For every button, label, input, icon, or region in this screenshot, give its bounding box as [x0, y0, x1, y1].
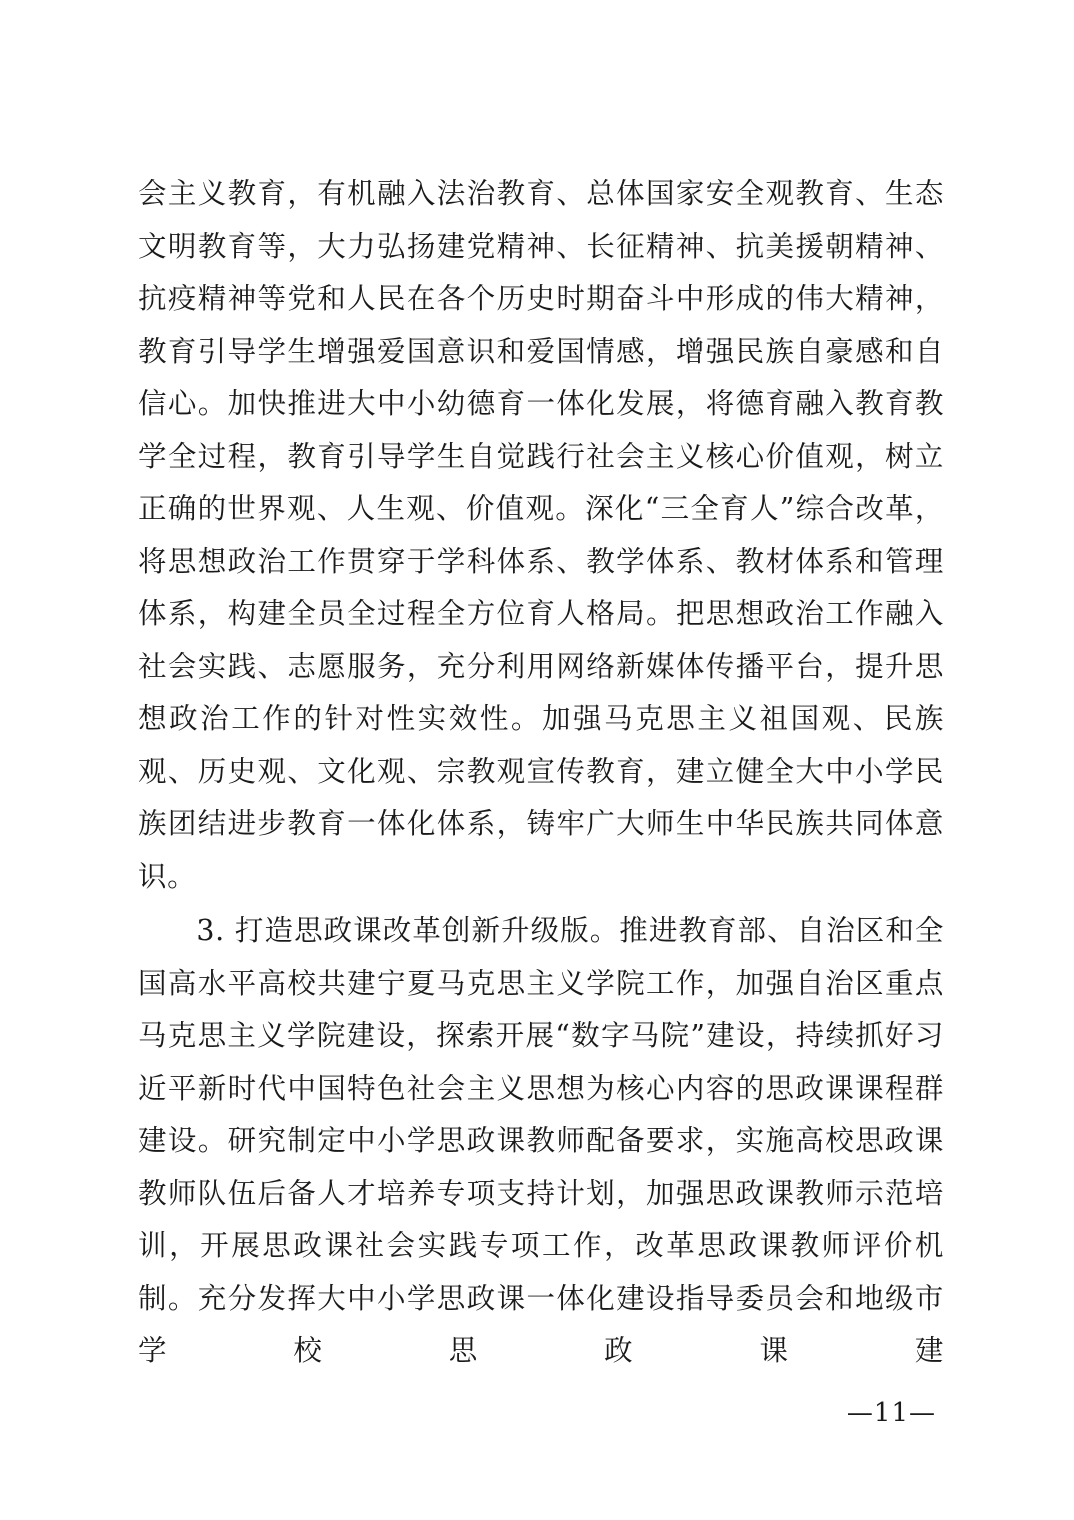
paragraph-item-3: 3. 打造思政课改革创新升级版。推进教育部、自治区和全国高水平高校共建宁夏马克思主义学院工作，加强自治区重点马克思主义学院建设，探索开展“数字马院”建设，持续抓好习近平新时代中国特色社会主义思想为核心内容的思政课课程群建设。研究制定中小学思政课教师配备要求，实施高校思政课教师队伍后备人才培养专项支持计划，加强思政课教师示范培训，开展思政课社会实践专项工作，改革思政课教师评价机制。充分发挥大中小学思政课一体化建设指导委员会和地级市学校思政课建	[138, 914, 944, 1367]
page-number-prefix: —	[846, 1398, 874, 1428]
page-number: 11	[873, 1398, 909, 1428]
page-footer	[847, 1398, 936, 1428]
page-body	[138, 168, 944, 1378]
page-number-suffix: —	[909, 1398, 936, 1428]
paragraph-continued: 会主义教育，有机融入法治教育、总体国家安全观教育、生态文明教育等，大力弘扬建党精神、长征精神、抗美援朝精神、抗疫精神等党和人民在各个历史时期奋斗中形成的伟大精神，教育引导学生增强爱国意识和爱国情感，增强民族自豪感和自信心。加快推进大中小幼德育一体化发展，将德育融入教育教学全过程，教育引导学生自觉践行社会主义核心价值观，树立正确的世界观、人生观、价值观。深化“三全育人”综合改革，将思想政治工作贯穿于学科体系、教学体系、教材体系和管理体系，构建全员全过程全方位育人格局。把思想政治工作融入社会实践、志愿服务，充分利用网络新媒体传播平台，提升思想政治工作的针对性实效性。加强马克思主义祖国观、民族观、历史观、文化观、宗教观宣传教育，建立健全大中小学民族团结进步教育一体化体系，铸牢广大师生中华民族共同体意识。	[138, 177, 944, 893]
